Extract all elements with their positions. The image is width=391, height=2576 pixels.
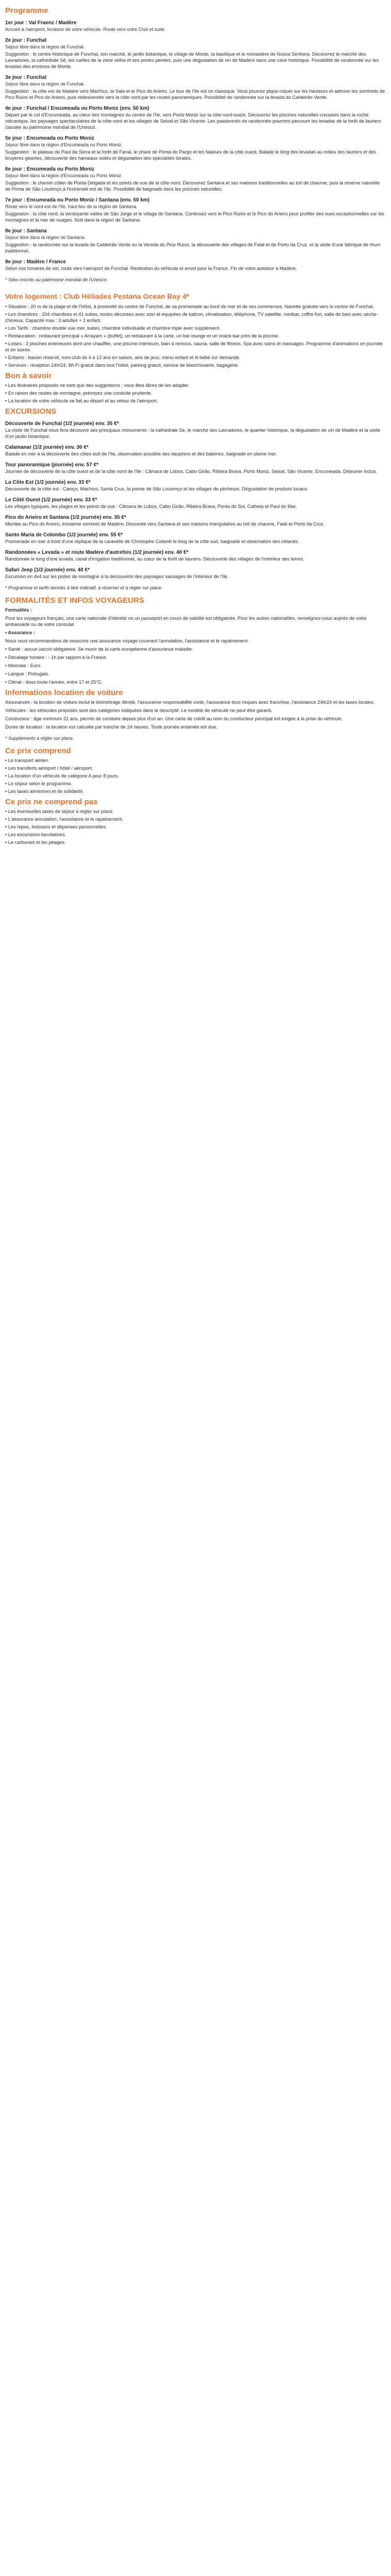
excursion-title: Santo Maria de Colombo (1/2 journée) env. 55 €*	[5, 532, 123, 538]
prix-ne-comprend-pas-title: Ce prix ne comprend pas	[5, 798, 98, 806]
decalage-text: • Décalage horaire : - 1h par rapport à la France.	[5, 655, 107, 660]
excursion-title: Tour panoramique (journée) env. 57 €*	[5, 462, 99, 468]
day-2	[5, 38, 386, 70]
excursion-title: Découverte de Funchal (1/2 journée) env. 35 €*	[5, 421, 119, 427]
day-title: 2e jour : Funchal	[5, 38, 47, 43]
list-item: • Le transport aérien.	[5, 758, 50, 763]
prix-comprend-title: Ce prix comprend	[5, 747, 71, 755]
sante-text: • Santé : aucun vaccin obligatoire. Se munir de la carte européenne d'assurance maladie.	[5, 647, 193, 652]
formalites-content	[5, 607, 386, 685]
day-text: Suggestion : le chemin côtier de Ponta Delgada et les points de vue de la côte nord. Découvrez Santana et ses maisons traditionnelles au toit de chaume, puis la réserve naturelle de Ponta de São Lourenço à l'extrémité est de l'île. Possibilité de baignade dans les piscines naturelles.	[5, 180, 380, 192]
day-7	[5, 197, 386, 223]
list-item: • Les taxes aériennes et de solidarité.	[5, 789, 84, 794]
list-item: • Les itinéraires proposés ne sont que des suggestions ; vous êtes libres de les adapter.	[5, 383, 190, 388]
day-title: 3e jour : Funchal	[5, 75, 47, 80]
day-subtitle: Séjour libre dans la région de Santana.	[5, 235, 86, 240]
formalites-text: Pour les voyageurs français, une carte nationale d'identité ou un passeport en cours de validité est obligatoire. Pour les autres nationalités, renseignez-vous auprès de votre ambassade ou de votre consulat.	[5, 616, 367, 627]
infos-location-title: Informations location de voiture	[5, 688, 123, 697]
day-title: 9e jour : Madère / France	[5, 259, 66, 265]
hotel-restauration: • Restauration : restaurant principal « Arrayam » (buffet), un restaurant à la carte, un bar-lounge et un snack-bar près de la piscine.	[5, 333, 280, 338]
list-item: • L'assurance annulation, l'assistance et le rapatriement.	[5, 817, 123, 822]
excursion-text: Journée de découverte de la côte ouest et de la côte nord de l'île : Câmara de Lobos, Cabo Girão, Ribeira Brava, Porto Moniz, Seixal, São Vicente, Encumeada. Déjeuner inclus.	[5, 469, 378, 474]
excursion-title: Pico do Arieiro et Santana (1/2 journée) env. 35 €*	[5, 515, 126, 520]
excursion-title: Randonnées « Levada » et route Madère d'autrefois (1/2 journée) env. 40 €*	[5, 550, 189, 555]
monnaie-text: • Monnaie : Euro.	[5, 663, 42, 668]
day-title: 8e jour : Santana	[5, 228, 47, 234]
excursion-text: Excursion en 4x4 sur les pistes de montagne à la découverte des paysages sauvages de l'intérieur de l'île.	[5, 574, 229, 579]
excursion-text: Les villages typiques, les plages et les points de vue : Câmara de Lobos, Cabo Girão, Ribeira Brava, Ponta do Sol, Calheta et Paul do Mar.	[5, 504, 297, 509]
day-5	[5, 135, 386, 161]
programme-footnote: * Sites inscrits au patrimoine mondial de l'Unesco.	[5, 277, 108, 282]
page	[0, 0, 391, 852]
hotel-tarifs: • Les Tarifs : chambre double vue mer, suites, chambre individuelle et chambre triple avec supplément.	[5, 326, 221, 331]
supplements-note: * Suppléments à régler sur place.	[5, 736, 74, 741]
day-6	[5, 166, 386, 192]
hotel-details	[5, 303, 386, 368]
hotel-enfants: • Enfants : bassin réservé, mini-club de 4 à 12 ans en saison, aire de jeux, menu enfant et lit bébé sur demande.	[5, 355, 241, 360]
climat-text: • Climat : doux toute l'année, entre 17 et 25°C.	[5, 680, 103, 685]
excursion-title: Safari Jeep (1/2 journée) env. 40 €*	[5, 567, 90, 573]
day-subtitle: Séjour libre dans la région d'Encumeada ou Porto Moniz.	[5, 173, 123, 178]
infos-location-content	[5, 699, 386, 741]
day-subtitle: Séjour libre dans la région de Funchal.	[5, 44, 85, 49]
day-subtitle: Séjour libre dans la région de Funchal.	[5, 81, 85, 87]
hotel-loisirs: • Loisirs : 2 piscines extérieures dont une chauffée, une piscine intérieure, bain à remous, sauna, salle de fitness. Spa avec soins et massages. Programme d'animations en journée et en soirée.	[5, 341, 383, 352]
excursion-text: Découverte de la côte est : Caniço, Machico, Santa Cruz, la pointe de São Lourenço et les villages de pêcheurs. Dégustation de produits locaux.	[5, 486, 308, 492]
excursion-title: La Côte Est (1/2 journée) env. 33 €*	[5, 480, 91, 485]
assurance-text: Nous vous recommandons de souscrire une assurance voyage couvrant l'annulation, l'assistance et le rapatriement.	[5, 638, 249, 643]
hotel-chambres: • Les chambres : 204 chambres et 41 suites, toutes décorées avec soin et équipées de balcon, climatisation, téléphone, TV satellite, minibar, coffre-fort, salle de bain avec sèche-cheveux. Capacité max : 3 adultes + 1 enfant.	[5, 312, 378, 323]
excursion-text: Montée au Pico do Arieiro, troisième sommet de Madère. Descente vers Santana et ses maisons triangulaires au toit de chaume, Faial et Porto da Cruz.	[5, 521, 324, 527]
day-text: Suggestion : la randonnée sur la levada do Caldeirão Verde ou la Vereda do Pico Ruivo, la découverte des villages de Faial et de Porto da Cruz, et la visite d'une fabrique de rhum traditionnel.	[5, 242, 381, 253]
excursion-text: Randonnée le long d'une levada, canal d'irrigation traditionnel, au cœur de la forêt de lauriers. Découverte des villages de l'intérieur des terres.	[5, 556, 304, 562]
excursion-text: La visite de Funchal vous fera découvrir ses principaux monuments : la cathédrale Sé, le marché dos Lavradores, le quartier historique, la dégustation de vin de Madère et la visite d'un jardin botanique.	[5, 428, 381, 439]
list-item: • Les repas, boissons et dépenses personnelles.	[5, 824, 107, 829]
list-item: • En raison des routes de montagne, prévoyez une conduite prudente.	[5, 391, 153, 396]
excursion-title: Le Côté Ouest (1/2 journée) env. 33 €*	[5, 497, 97, 503]
day-title: 6e jour : Encumeada ou Porto Moniz	[5, 166, 94, 172]
day-9	[5, 259, 386, 272]
bon-savoir-title: Bon à savoir	[5, 371, 52, 380]
programme-days	[5, 20, 386, 272]
assurances-text: Assurances : la location de voiture inclut le kilométrage illimité, l'assurance responsabilité civile, l'assurance tous risques avec franchise, l'assistance 24h/24 et les taxes locales.	[5, 700, 375, 705]
day-title: 1er jour : Val Fraenz / Madère	[5, 20, 77, 26]
list-item: • Le carburant et les péages.	[5, 840, 66, 845]
hotel-situation: • Situation : 20 m de la plage et de l'hôtel, à proximité du centre de Funchal, de sa promenade au bord de mer et de ses commerces. Navette gratuite vers le centre de Funchal.	[5, 304, 374, 309]
list-item: • Les transferts aéroport / hôtel / aéroport.	[5, 766, 93, 771]
day-subtitle: Route vers le nord-est de l'île, haut lieu de la région de Santana.	[5, 204, 138, 209]
excursion-text: Promenade en mer à bord d'une réplique de la caravelle de Christophe Colomb le long de la côte sud, baignade et observation des cétacés.	[5, 539, 299, 544]
formalites-label: Formalités :	[5, 607, 32, 613]
vehicules-text: Véhicules : les véhicules proposés sont des catégories indiquées dans le descriptif. Le modèle de véhicule ne peut être garanti.	[5, 708, 272, 713]
day-1	[5, 20, 386, 32]
day-text: Suggestion : le plateau de Paul da Serra et la forêt de Fanal, le phare de Ponta do Pargo et les falaises de la côte ouest. Balade le long des levadas au milieu des lauriers et des bruyères géantes, découverte des hameaux isolés et dégustation des spécialités locales.	[5, 149, 377, 161]
excursions-title: EXCURSIONS	[5, 407, 57, 416]
day-4	[5, 106, 386, 130]
day-title: 5e jour : Encumeada ou Porto Moniz	[5, 135, 94, 141]
list-item: • La location de votre véhicule se fait au départ et au retour de l'aéroport.	[5, 398, 158, 403]
conducteur-text: Conducteur : âge minimum 21 ans, permis de conduire depuis plus d'un an. Une carte de crédit au nom du conducteur principal est exigée à la prise du véhicule.	[5, 716, 343, 721]
day-text: Suggestion : la côte est de Madère vers Machico, la Sala et le Pico do Arieiro. Le tour de l'île est un classique. Vous pourrez pique-niquer sur les hauteurs et admirer les sommets de Pico Ruivo et Pico do Arieiro, puis redescendre vers la côte nord par les routes panoramiques. Possibilité de randonnée sur la levada do Caldeirão Verde.	[5, 89, 385, 100]
list-item: • Le séjour selon le programme.	[5, 781, 72, 786]
day-subtitle: Séjour libre dans la région d'Encumeada ou Porto Moniz.	[5, 142, 123, 147]
langue-text: • Langue : Portugais.	[5, 671, 50, 676]
formalites-title: FORMALITÉS ET INFOS VOYAGEURS	[5, 596, 144, 605]
day-3	[5, 75, 386, 100]
prix-comprend-list	[5, 757, 386, 794]
day-subtitle: Accueil à l'aéroport, livraison de votre véhicule. Route vers votre Club et suite.	[5, 27, 166, 32]
day-title: 7e jour : Encumeada ou Porto Moniz / Santana (env. 50 km)	[5, 197, 150, 203]
day-text: Selon vos horaires de vol, route vers l'aéroport de Funchal. Restitution du véhicule et envol pour la France. Fin de votre autotour à Madère.	[5, 266, 297, 271]
excursions-footnote: * Programme et tarifs donnés à titre indicatif, à réserver et à régler sur place.	[5, 585, 163, 590]
day-text: Suggestion : le centre historique de Funchal, son marché, le jardin botanique, le village de Monte, la basilique et le monastère de Nossa Senhora. Découvrez le marché dos Lavradores, la cathédrale Sé, les ruelles de la zone velha et ses portes peintes, puis une dégustation de vin de Madère dans une cave historique. Possibilité de randonnée sur les levadas des environs de Monte.	[5, 52, 379, 69]
programme-title: Programme	[5, 6, 48, 15]
excursion-title: Calamanar (1/2 journée) env. 30 €*	[5, 445, 89, 450]
day-text: Suggestion : la côte nord, la verdoyante vallée de São Jorge et le village de Santana. Continuez vers le Pico Ruivo et le Pico do Arieiro pour profiter des vues exceptionnelles sur les montagnes et la mer de nuages. Nuit dans la région de Santana.	[5, 211, 384, 223]
assurance-label: • Assurance :	[5, 630, 36, 635]
day-8	[5, 228, 386, 254]
day-text: Départ par le col d'Encumeada, au cœur des montagnes du centre de l'île, vers Porto Moniz sur la côte nord-ouest. Découvrez les piscines naturelles creusées dans la roche volcanique, les paysages spectaculaires de la côte nord et les villages de Seixal et São Vicente. Les passionnés de randonnée pourront parcourir les levadas de la forêt de lauriers classée au patrimoine mondial de l'Unesco.	[5, 112, 381, 130]
duree-text: Durée de location : la location est calculée par tranche de 24 heures. Toute journée entamée est due.	[5, 724, 218, 730]
list-item: • Les éventuelles taxes de séjour à régler sur place.	[5, 809, 114, 814]
excursions-list	[5, 421, 386, 580]
hotel-services: • Services : réception 24h/24, Wi-Fi gratuit dans tout l'hôtel, parking gratuit, service de blanchisserie, bagagerie.	[5, 363, 239, 368]
prix-ne-comprend-pas-list	[5, 808, 386, 845]
hotel-title: Votre logement : Club Héliades Pestana Ocean Bay 4*	[5, 292, 189, 300]
list-item: • La location d'un véhicule de catégorie A pour 8 jours.	[5, 773, 119, 778]
day-title: 4e jour : Funchal / Encumeada ou Porto Moniz (env. 50 km)	[5, 106, 150, 111]
bon-savoir-list	[5, 382, 386, 404]
list-item: • Les excursions facultatives.	[5, 832, 67, 837]
excursion-text: Balade en mer à la découverte des côtes sud de l'île, observation possible des dauphins et des baleines, baignade en pleine mer.	[5, 451, 277, 456]
